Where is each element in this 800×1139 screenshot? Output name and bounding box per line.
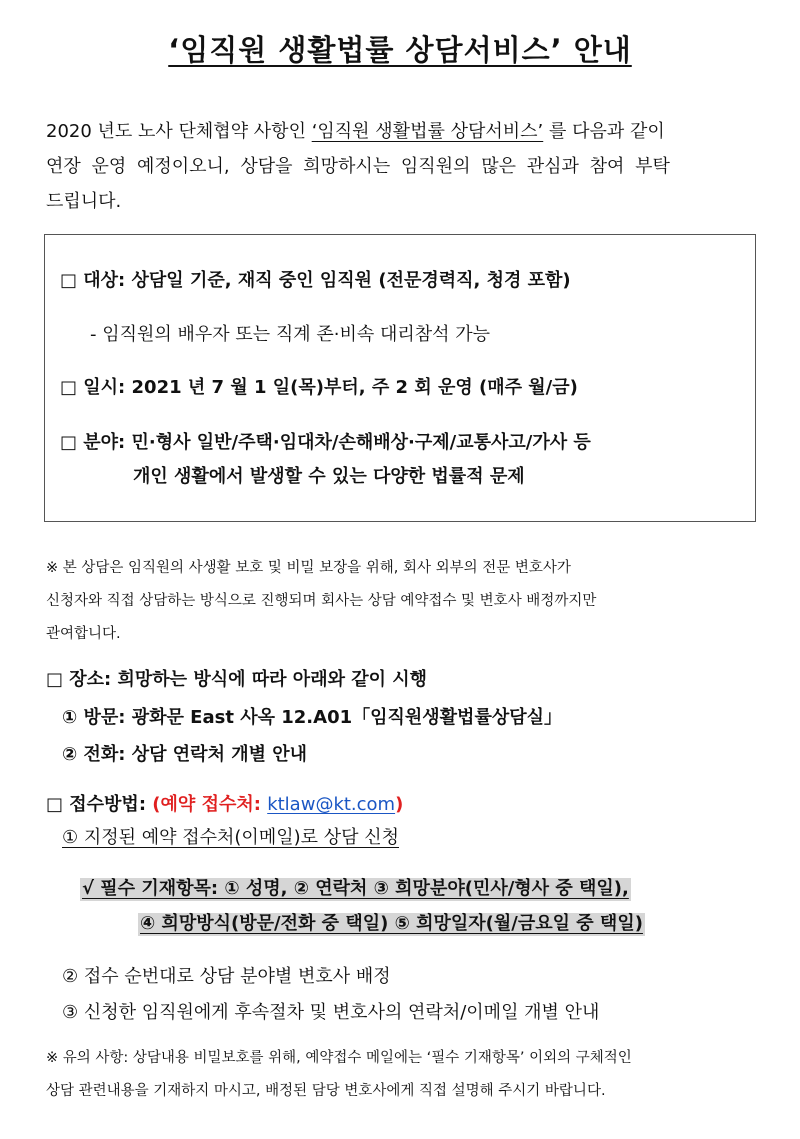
intro-text: 2020 년도 노사 단체협약 사항인 — [46, 121, 312, 142]
note-line-1: ※ 본 상담은 임직원의 사생활 보호 및 비밀 보장을 위해, 회사 외부의 전문 변호사가 — [46, 560, 571, 576]
place-visit: ① 방문: 광화문 East 사옥 12.A01「임직원생활법률상담실」 — [62, 707, 562, 728]
reserve-label: (예약 접수처: — [152, 794, 268, 815]
service-name: ‘임직원 생활법률 상담서비스’ — [311, 121, 544, 142]
note-line-3: 관여합니다. — [46, 626, 121, 642]
target-item: □ 대상: 상담일 기준, 재직 중인 임직원 (전문경력직, 청경 포함) — [60, 270, 571, 291]
intro-line-1 — [46, 117, 665, 143]
required-items-2 — [138, 909, 645, 935]
place-heading: □ 장소: 희망하는 방식에 따라 아래와 같이 시행 — [46, 669, 428, 690]
apply-heading — [46, 790, 403, 816]
apply-step-1: ① 지정된 예약 접수처(이메일)로 상담 신청 — [62, 827, 399, 848]
place-phone: ② 전화: 상담 연락처 개별 안내 — [62, 744, 308, 765]
note-line-2: 신청자와 직접 상담하는 방식으로 진행되며 회사는 상담 예약접수 및 변호사 배정까지만 — [46, 593, 597, 609]
required-items-text-1: √ 필수 기재항목: ① 성명, ② 연락처 ③ 희망분야(민사/형사 중 택일), — [82, 878, 629, 899]
intro-line-3: 드립니다. — [46, 191, 122, 212]
apply-label: □ 접수방법: — [46, 794, 153, 815]
caution-line-1: ※ 유의 사항: 상담내용 비밀보호를 위해, 예약접수 메일에는 ‘필수 기재항목’ 이외의 구체적인 — [46, 1050, 632, 1066]
intro-text: 를 다음과 같이 — [543, 121, 665, 142]
apply-step-2: ② 접수 순번대로 상담 분야별 변호사 배정 — [62, 966, 391, 987]
reserve-close: ) — [395, 794, 404, 815]
field-sub-item: 개인 생활에서 발생할 수 있는 다양한 법률적 문제 — [133, 466, 525, 487]
required-items-text-2: ④ 희망방식(방문/전화 중 택일) ⑤ 희망일자(월/금요일 중 택일) — [140, 913, 643, 934]
apply-step-3: ③ 신청한 임직원에게 후속절차 및 변호사의 연락처/이메일 개별 안내 — [62, 1002, 600, 1023]
caution-line-2: 상담 관련내용을 기재하지 마시고, 배정된 담당 변호사에게 직접 설명해 주시기 바랍니다. — [46, 1083, 606, 1099]
intro-line-2: 연장 운영 예정이오니, 상담을 희망하시는 임직원의 많은 관심과 참여 부탁 — [46, 156, 670, 177]
reserve-email-link[interactable]: ktlaw@kt.com — [267, 794, 396, 815]
target-sub-item: - 임직원의 배우자 또는 직계 존·비속 대리참석 가능 — [90, 324, 491, 345]
schedule-item: □ 일시: 2021 년 7 월 1 일(목)부터, 주 2 회 운영 (매주 월/금) — [60, 377, 578, 398]
required-items-1 — [80, 874, 631, 900]
field-item: □ 분야: 민·형사 일반/주택·임대차/손해배상·구제/교통사고/가사 등 — [60, 432, 591, 453]
page-title: ‘임직원 생활법률 상담서비스’ 안내 — [168, 33, 632, 67]
